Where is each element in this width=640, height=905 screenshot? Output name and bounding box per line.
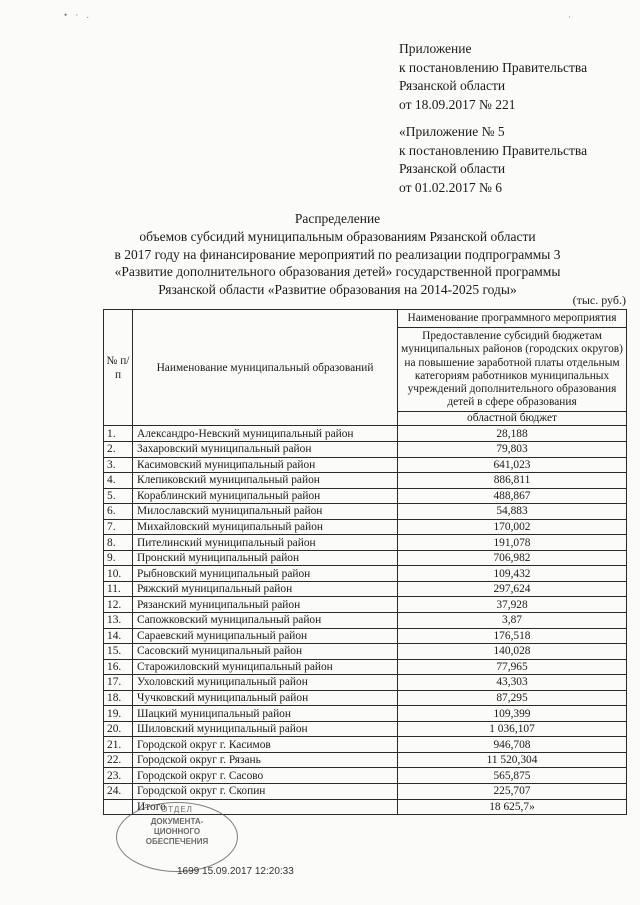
row-number: 7. [104,519,133,535]
table-row [104,488,627,504]
table-row [104,566,627,582]
header-line: Приложение [399,41,472,56]
table-row [104,659,627,675]
total-label: Итого [133,799,398,815]
row-municipality: Городской округ г. Касимов [133,737,398,753]
row-amount: 886,811 [398,473,627,489]
table-row [104,612,627,628]
row-number: 9. [104,550,133,566]
row-amount: 140,028 [398,644,627,660]
row-municipality: Городской округ г. Рязань [133,752,398,768]
row-number: 11. [104,581,133,597]
stamp-text: ДОКУМЕНТА- ЦИОННОГО ОБЕСПЕЧЕНИЯ [145,817,209,846]
header-appendix-5 [399,123,587,197]
row-number: 3. [104,457,133,473]
row-amount: 641,023 [398,457,627,473]
table-row [104,426,627,442]
table-row [104,519,627,535]
row-number: 2. [104,441,133,457]
row-amount: 77,965 [398,659,627,675]
row-amount: 3,87 [398,612,627,628]
row-amount: 109,432 [398,566,627,582]
table-row [104,768,627,784]
row-number: 23. [104,768,133,784]
table-row [104,535,627,551]
row-number: 15. [104,644,133,660]
row-number: 14. [104,628,133,644]
row-municipality: Рязанский муниципальный район [133,597,398,613]
header-line: к постановлению Правительства [399,142,588,158]
row-municipality: Ухоловский муниципальный район [133,675,398,691]
table-row [104,784,627,800]
row-municipality: Городской округ г. Сасово [133,768,398,784]
row-amount: 225,707 [398,784,627,800]
table-row [104,752,627,768]
scan-mark-left: • · . [64,10,92,20]
row-amount: 176,518 [398,628,627,644]
table-row [104,597,627,613]
header-source: областной бюджет [398,412,627,426]
table-row [104,721,627,737]
row-amount: 706,982 [398,550,627,566]
office-stamp [116,802,238,872]
row-amount: 109,399 [398,706,627,722]
row-amount: 170,002 [398,519,627,535]
table-row [104,690,627,706]
total-amount: 18 625,7» [398,799,627,815]
row-number: 6. [104,504,133,520]
document-title [40,210,635,299]
row-amount: 37,928 [398,597,627,613]
row-number: 16. [104,659,133,675]
row-amount: 1 036,107 [398,721,627,737]
row-municipality: Чучковский муниципальный район [133,690,398,706]
row-number: 10. [104,566,133,582]
row-municipality: Рыбновский муниципальный район [133,566,398,582]
stamp-ring-text: ОТДЕЛ [161,805,193,814]
header-line: от 01.02.2017 № 6 [399,179,502,195]
header-line: от 18.09.2017 № 221 [399,96,516,112]
row-number: 18. [104,690,133,706]
row-municipality: Городской округ г. Скопин [133,784,398,800]
title-line: «Развитие дополнительного образования детей» государственной программы [114,264,561,280]
row-municipality: Сасовский муниципальный район [133,644,398,660]
row-municipality: Милославский муниципальный район [133,504,398,520]
row-amount: 297,624 [398,581,627,597]
row-number: 12. [104,597,133,613]
row-amount: 488,867 [398,488,627,504]
table-row [104,473,627,489]
header-line: Рязанской области [399,78,506,93]
title-line: Рязанской области «Развитие образования на 2014-2025 годы» [158,282,517,298]
table-row [104,504,627,520]
header-num: № п/п [104,310,133,426]
row-municipality: Касимовский муниципальный район [133,457,398,473]
row-number: 21. [104,737,133,753]
subsidy-table [103,309,627,815]
row-municipality: Клепиковский муниципальный район [133,473,398,489]
table-row [104,457,627,473]
row-number: 4. [104,473,133,489]
table-row [104,441,627,457]
header-program-desc: Предоставление субсидий бюджетам муниципальных районов (городских округов) на повышение заработной платы отдельным категориям работников муниципальных учреждений дополнительного образования детей в сфере образования [398,328,627,412]
table-row [104,644,627,660]
row-municipality: Сараевский муниципальный район [133,628,398,644]
row-number: 20. [104,721,133,737]
row-municipality: Михайловский муниципальный район [133,519,398,535]
row-municipality: Ряжский муниципальный район [133,581,398,597]
header-line: «Приложение № 5 [399,124,505,139]
row-municipality: Пителинский муниципальный район [133,535,398,551]
row-municipality: Александро-Невский муниципальный район [133,426,398,442]
header-appendix [399,40,587,114]
header-program: Наименование программного мероприятия [398,310,627,328]
row-number: 5. [104,488,133,504]
row-amount: 79,803 [398,441,627,457]
row-municipality: Старожиловский муниципальный район [133,659,398,675]
row-number: 13. [104,612,133,628]
title-line: в 2017 году на финансирование мероприятий по реализации подпрограммы 3 [114,246,561,262]
row-amount: 87,295 [398,690,627,706]
unit-label: (тыс. руб.) [572,293,626,307]
table-row [104,706,627,722]
row-number: 17. [104,675,133,691]
table-row [104,581,627,597]
row-municipality: Шиловский муниципальный район [133,721,398,737]
row-amount: 43,303 [398,675,627,691]
row-number: 1. [104,426,133,442]
row-number: 22. [104,752,133,768]
row-municipality: Кораблинский муниципальный район [133,488,398,504]
row-number: 19. [104,706,133,722]
table-row [104,737,627,753]
title-line: объемов субсидий муниципальным образованиям Рязанской области [139,228,536,244]
row-amount: 11 520,304 [398,752,627,768]
table-row [104,675,627,691]
row-amount: 565,875 [398,768,627,784]
row-amount: 54,883 [398,504,627,520]
doc-footer: 1699 15.09.2017 12:20:33 [177,866,294,877]
row-number: 8. [104,535,133,551]
scan-mark-right: · [568,12,571,22]
row-municipality: Пронский муниципальный район [133,550,398,566]
row-municipality: Сапожковский муниципальный район [133,612,398,628]
row-amount: 191,078 [398,535,627,551]
row-municipality: Шацкий муниципальный район [133,706,398,722]
row-number: 24. [104,784,133,800]
header-line: Рязанской области [399,161,506,176]
header-line: к постановлению Правительства [399,59,588,75]
row-amount: 28,188 [398,426,627,442]
table-row [104,628,627,644]
title-line: Распределение [294,211,381,226]
row-amount: 946,708 [398,737,627,753]
header-municipality: Наименование муниципальный образований [133,310,398,426]
table-row [104,550,627,566]
row-municipality: Захаровский муниципальный район [133,441,398,457]
